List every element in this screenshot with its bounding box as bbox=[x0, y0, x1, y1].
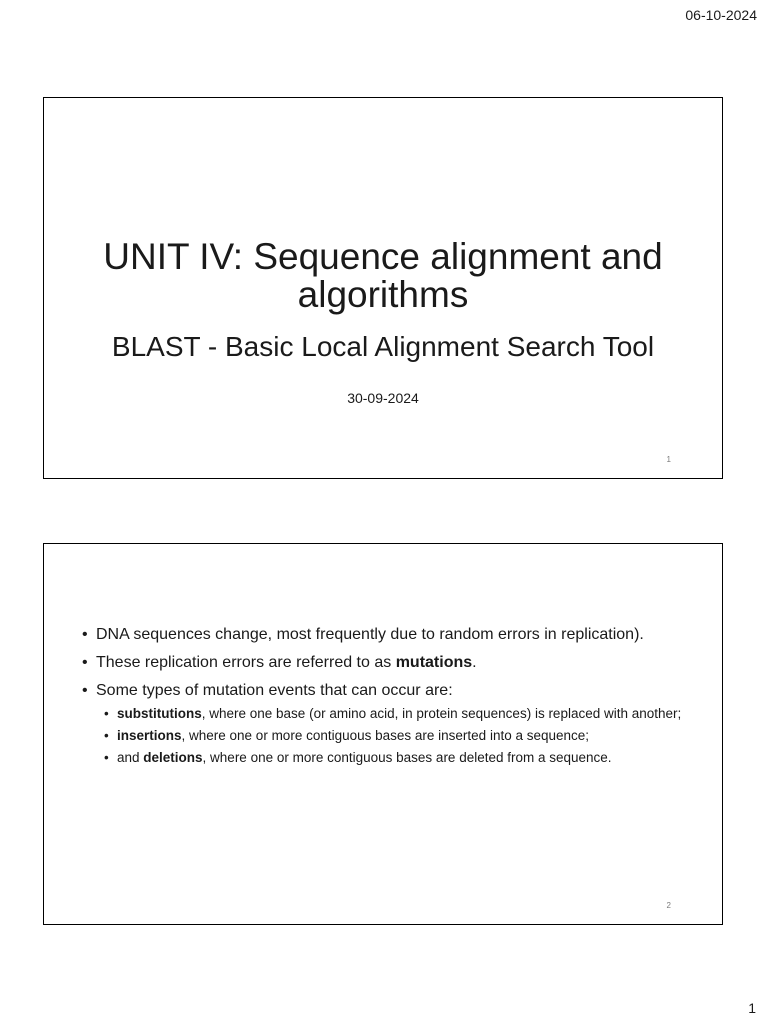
sub-bullet-bold-term: insertions bbox=[117, 728, 182, 743]
page-number: 1 bbox=[748, 1000, 756, 1016]
bullet-text: Some types of mutation events that can occur are: bbox=[96, 682, 453, 699]
sub-bullet-item bbox=[104, 727, 682, 745]
sub-bullet-text: , where one base (or amino acid, in protein sequences) is replaced with another; bbox=[201, 706, 682, 721]
slide-number: 1 bbox=[666, 455, 671, 464]
slide-number: 2 bbox=[666, 901, 671, 910]
bullet-bold-term: mutations bbox=[395, 654, 473, 671]
header-date: 06-10-2024 bbox=[685, 7, 757, 23]
slide-1 bbox=[43, 97, 723, 479]
slide-date: 30-09-2024 bbox=[347, 390, 419, 406]
slide-2 bbox=[43, 543, 723, 925]
bullet-item bbox=[82, 680, 682, 767]
bullet-item bbox=[82, 652, 682, 673]
slide-subtitle: BLAST - Basic Local Alignment Search Tool bbox=[111, 331, 655, 362]
sub-bullet-item bbox=[104, 749, 682, 767]
bullet-list bbox=[82, 624, 682, 774]
sub-bullet-list bbox=[104, 705, 682, 767]
sub-bullet-bold-term: deletions bbox=[143, 750, 203, 765]
sub-bullet-text: , where one or more contiguous bases are deleted from a sequence. bbox=[202, 750, 612, 765]
sub-bullet-text: , where one or more contiguous bases are inserted into a sequence; bbox=[181, 728, 590, 743]
sub-bullet-bold-term: substitutions bbox=[117, 706, 202, 721]
slide-title: UNIT IV: Sequence alignment and algorithms bbox=[103, 236, 663, 315]
bullet-text: These replication errors are referred to as bbox=[96, 654, 396, 671]
sub-bullet-text: and bbox=[117, 750, 144, 765]
bullet-item bbox=[82, 624, 682, 645]
sub-bullet-item bbox=[104, 705, 682, 723]
bullet-text: DNA sequences change, most frequently due to random errors in replication). bbox=[96, 626, 644, 643]
bullet-text: . bbox=[472, 654, 477, 671]
